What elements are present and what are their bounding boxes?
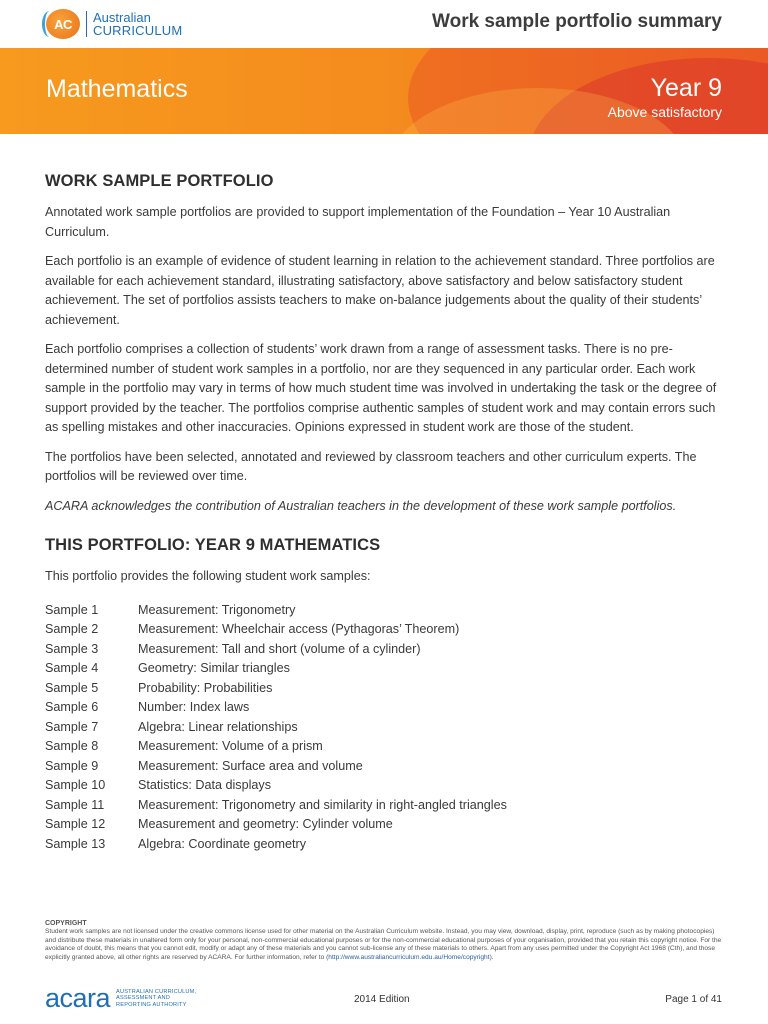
- paragraph: Each portfolio is an example of evidence of student learning in relation to the achievement standard. Three portfolios are available for each achievement standard, illustrating satisfactory, above satisfactory and below satisfactory student achievement. The set of portfolios assists teachers to make on-balance judgements about the quality of their students’ achievement.: [45, 254, 715, 327]
- list-item: [45, 659, 725, 679]
- acara-full-name: [116, 989, 196, 1009]
- sample-title: Geometry: Similar triangles: [138, 661, 290, 675]
- sample-title: Measurement: Trigonometry: [138, 602, 296, 617]
- sample-number: Sample 8: [45, 739, 99, 753]
- copyright-notice: [45, 919, 725, 962]
- logo-line-2: CURRICULUM: [93, 23, 183, 38]
- summary-title: Work sample portfolio summary: [432, 11, 722, 32]
- sample-title: Probability: Probabilities: [138, 680, 273, 695]
- sample-list: [45, 601, 725, 855]
- acara-logo: [45, 985, 196, 1012]
- sample-number: Sample 7: [45, 719, 99, 734]
- sample-number: Sample 11: [45, 797, 105, 812]
- paragraph: Each portfolio comprises a collection of students’ work drawn from a range of assessment tasks. There is no pre-determined number of student work samples in a portfolio, nor are they sequenced in any particular order. Each work sample in the portfolio may vary in terms of how much student time was involved in undertaking the task or the degree of support provided by the teacher. The portfolios comprise authentic samples of student work and may contain errors such as spelling mistakes and other inaccuracies. Opinions expressed in student work are those of the student.: [45, 342, 717, 434]
- section-heading-work-sample-portfolio: WORK SAMPLE PORTFOLIO: [45, 172, 274, 190]
- sample-title: Statistics: Data displays: [138, 778, 271, 792]
- page-number: Page 1 of 41: [665, 994, 722, 1005]
- sample-number: Sample 1: [45, 602, 99, 617]
- logo-swirl-icon: [42, 11, 57, 37]
- list-item: [45, 620, 725, 640]
- logo-wordmark: [93, 11, 182, 37]
- page-header: [0, 0, 768, 48]
- copyright-link[interactable]: http://www.australiancurriculum.edu.au/Home/copyright: [328, 953, 490, 961]
- logo-line-1: Australian: [93, 10, 151, 25]
- list-item: [45, 601, 725, 621]
- sample-number: Sample 2: [45, 622, 99, 636]
- sample-title: Measurement: Tall and short (volume of a cylinder): [138, 641, 421, 656]
- acara-name-line: AUSTRALIAN CURRICULUM,: [116, 988, 197, 995]
- sample-title: Measurement and geometry: Cylinder volume: [138, 817, 393, 831]
- list-item: [45, 796, 725, 816]
- page-footer: [0, 985, 768, 1024]
- list-item: [45, 776, 725, 796]
- acara-wordmark: acara: [45, 983, 111, 1013]
- list-item: [45, 718, 725, 738]
- list-item: [45, 679, 725, 699]
- acara-name-line: REPORTING AUTHORITY: [116, 1001, 187, 1008]
- copyright-text: [45, 928, 725, 962]
- list-item: [45, 835, 725, 855]
- main-content: [45, 172, 725, 854]
- subject-title: Mathematics: [46, 75, 188, 103]
- section-heading-this-portfolio: THIS PORTFOLIO: YEAR 9 MATHEMATICS: [45, 536, 381, 554]
- year-level: Year 9: [650, 74, 722, 102]
- sample-number: Sample 10: [45, 778, 106, 792]
- sample-number: Sample 3: [45, 641, 99, 656]
- edition-label: 2014 Edition: [354, 994, 410, 1005]
- acknowledgement-text: ACARA acknowledges the contribution of Australian teachers in the development of these work sample portfolios.: [45, 498, 677, 513]
- sample-title: Measurement: Trigonometry and similarity in right-angled triangles: [138, 797, 507, 812]
- australian-curriculum-logo: [46, 9, 182, 39]
- samples-intro: This portfolio provides the following student work samples:: [45, 569, 371, 583]
- sample-title: Number: Index laws: [138, 700, 250, 714]
- sample-title: Measurement: Volume of a prism: [138, 739, 323, 753]
- subject-banner: [0, 48, 768, 134]
- paragraph: The portfolios have been selected, annotated and reviewed by classroom teachers and other curriculum experts. The portfolios will be reviewed over time.: [45, 449, 697, 483]
- sample-number: Sample 6: [45, 700, 99, 714]
- logo-badge-text: AC: [54, 16, 72, 32]
- sample-title: Algebra: Linear relationships: [138, 719, 298, 734]
- logo-divider: [86, 11, 87, 37]
- sample-title: Measurement: Surface area and volume: [138, 758, 363, 773]
- sample-number: Sample 12: [45, 817, 106, 831]
- sample-title: Measurement: Wheelchair access (Pythagoras’ Theorem): [138, 622, 460, 636]
- copyright-end: ).: [489, 953, 494, 961]
- list-item: [45, 815, 725, 835]
- list-item: [45, 737, 725, 757]
- sample-title: Algebra: Coordinate geometry: [138, 836, 307, 851]
- ac-logo-icon: [46, 9, 80, 39]
- sample-number: Sample 5: [45, 680, 99, 695]
- sample-number: Sample 13: [45, 836, 106, 851]
- sample-number: Sample 4: [45, 661, 99, 675]
- acara-name-line: ASSESSMENT AND: [116, 995, 171, 1002]
- copyright-body: Student work samples are not licensed under the creative commons license used for other material on the Australian Curriculum website. Instead, you may view, download, display, print, reproduce (such as by making photocopies) and distribute these materials in unaltered form only for your personal, non-commercial educational purposes or for the non-commercial educational purposes of your organisation, provided that you retain this copyright notice. For the avoidance of doubt, this means that you cannot edit, modify or adapt any of these materials and you cannot sub-license any of these materials to others. Apart from any uses permitted under the Copyright Act 1968 (Cth), and those explicitly granted above, all other rights are reserved by ACARA. For further information, refer to (: [45, 928, 722, 961]
- list-item: [45, 640, 725, 660]
- paragraph: Annotated work sample portfolios are provided to support implementation of the Foundation – Year 10 Australian Curriculum.: [45, 205, 671, 239]
- list-item: [45, 698, 725, 718]
- achievement-level: Above satisfactory: [607, 104, 722, 120]
- sample-number: Sample 9: [45, 758, 99, 773]
- copyright-heading: COPYRIGHT: [45, 920, 87, 927]
- list-item: [45, 757, 725, 777]
